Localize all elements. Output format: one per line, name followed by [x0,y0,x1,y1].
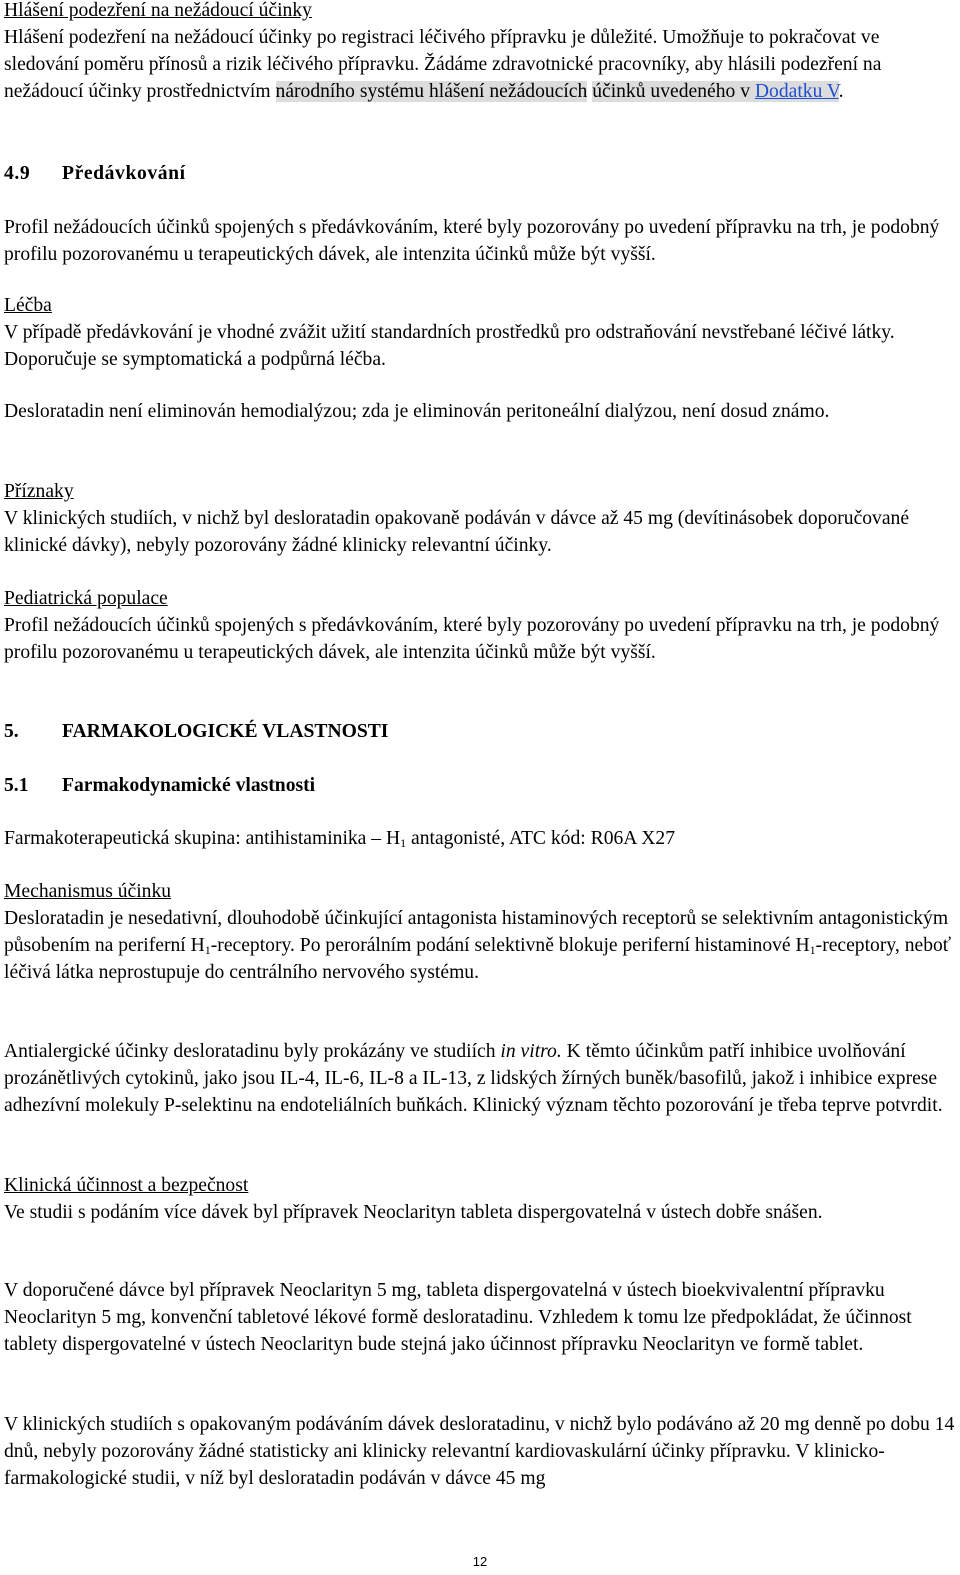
section-title: FARMAKOLOGICKÉ VLASTNOSTI [62,721,389,742]
efficacy-text-2: V doporučené dávce byl přípravek Neoclarityn 5 mg, tableta dispergovatelná v ústech bioekvivalentní přípravku Neoclarityn 5 mg, konvenční tabletové lékové formě desloratadinu. Vzhledem k tomu lze předpokládat, že účinnost tablety dispergovatelné v ústech Neoclarityn bude stejná jako účinnost přípravku Neoclarityn ve formě tablet. [4,1280,912,1355]
mech-text-c: -receptory, neboť léčivá látka neprostupuje do centrálního nervového systému. [4,935,952,983]
mechanism-label: Mechanismus účinku [4,881,172,902]
in-vitro-italic: in vitro. [500,1041,562,1062]
dialysis-text: Desloratadin není eliminován hemodialýzou; zda je eliminován peritoneální dialýzou, není dosud známo. [4,401,830,422]
section-5-heading [4,718,956,745]
mechanism-text [4,905,956,986]
overdose-intro: Profil nežádoucích účinků spojených s předávkováním, které byly pozorovány po uvedení přípravku na trh, je podobný profilu pozorovanému u terapeutických dávek, ale intenzita účinků může být vyšší. [4,217,940,265]
mech-subscript-2: 1 [809,943,816,957]
mech-subscript-1: 1 [204,943,211,957]
mech-text-a: Desloratadin je nesedativní, dlouhodobě účinkující antagonista histaminových receptorů se selektivním antagonistickým působením na periferní H [4,908,949,956]
pediatric-text: Profil nežádoucích účinků spojených s předávkováním, které byly pozorovány po uvedení přípravku na trh, je podobný profilu pozorovanému u terapeutických dávek, ale intenzita účinků může být vyšší. [4,615,940,663]
antiallergic-text-b: K těmto účinkům patří inhibice uvolňování prozánětlivých cytokinů, jako jsou IL-4, IL-6, IL-8 a IL-13, z lidských žírných buněk/basofilů, jakož i inhibice exprese adhezívní molekuly P-selektinu na endoteliálních buňkách. Klinický význam těchto pozorování je třeba teprve potvrdit. [4,1041,943,1116]
pediatric-block [4,585,956,666]
efficacy-text-1: Ve studii s podáním více dávek byl přípravek Neoclarityn tableta dispergovatelná v ústech dobře snášen. [4,1202,823,1223]
section-4-9-heading [4,160,956,187]
symptoms-label: Příznaky [4,481,74,502]
pediatric-label: Pediatrická populace [4,588,168,609]
efficacy-block [4,1172,956,1226]
section-number: 4.9 [4,163,31,184]
adr-text: Hlášení podezření na nežádoucí účinky po registraci léčivého přípravku je důležité. Umožňuje to pokračovat ve sledování poměru přínosů a rizik léčivého přípravku. Žádáme zdravotnické pracovníky, aby hlásili podezření na nežádoucí účinky prostřednictvím [4,27,882,102]
group-subscript: 1 [400,836,407,850]
antiallergic-text-a: Antialergické účinky desloratadinu byly prokázány ve studiích [4,1041,501,1062]
group-text: Farmakoterapeutická skupina: antihistaminika – H [4,828,401,849]
pharmacotherapeutic-group [4,825,956,852]
adr-paragraph [4,24,956,105]
efficacy-text-3: V klinických studiích s opakovaným podáváním dávek desloratadinu, v nichž bylo podáváno až 20 mg denně po dobu 14 dnů, nebyly pozorovány žádné statisticky ani klinicky relevantní kardiovaskulární účinky přípravku. V klinicko-farmakologické studii, v níž byl desloratadin podáván v dávce 45 mg [4,1414,955,1489]
section-number: 5.1 [4,775,29,796]
treatment-label: Léčba [4,295,52,316]
efficacy-label: Klinická účinnost a bezpečnost [4,1175,249,1196]
section-number: 5. [4,721,19,742]
adr-text-end: . [838,81,844,102]
adr-section [4,0,956,105]
symptoms-block [4,478,956,559]
dodatek-v-link[interactable]: Dodatku V [754,81,839,102]
adr-highlight-a: národního systému hlášení nežádoucích [275,81,588,102]
page-number: 12 [472,1554,488,1569]
mechanism-block [4,878,956,986]
antiallergic-paragraph [4,1038,956,1119]
treatment-block [4,292,956,373]
group-text-end: antagonisté, ATC kód: R06A X27 [406,828,675,849]
symptoms-text: V klinických studiích, v nichž byl desloratadin opakovaně podáván v dávce až 45 mg (devítinásobek doporučované klinické dávky), nebyly pozorovány žádné klinicky relevantní účinky. [4,508,910,556]
adr-heading: Hlášení podezření na nežádoucí účinky [4,0,312,21]
adr-highlight-b: účinků uvedeného v [592,81,755,102]
mech-text-b: -receptory. Po perorálním podání selektivně blokuje periferní histaminové H [210,935,810,956]
treatment-text: V případě předávkování je vhodné zvážit užití standardních prostředků pro odstraňování nevstřebané léčivé látky. Doporučuje se symptomatická a podpůrná léčba. [4,322,895,370]
section-5-1-heading [4,772,956,799]
section-title: Předávkování [62,163,186,184]
section-title: Farmakodynamické vlastnosti [62,775,316,796]
